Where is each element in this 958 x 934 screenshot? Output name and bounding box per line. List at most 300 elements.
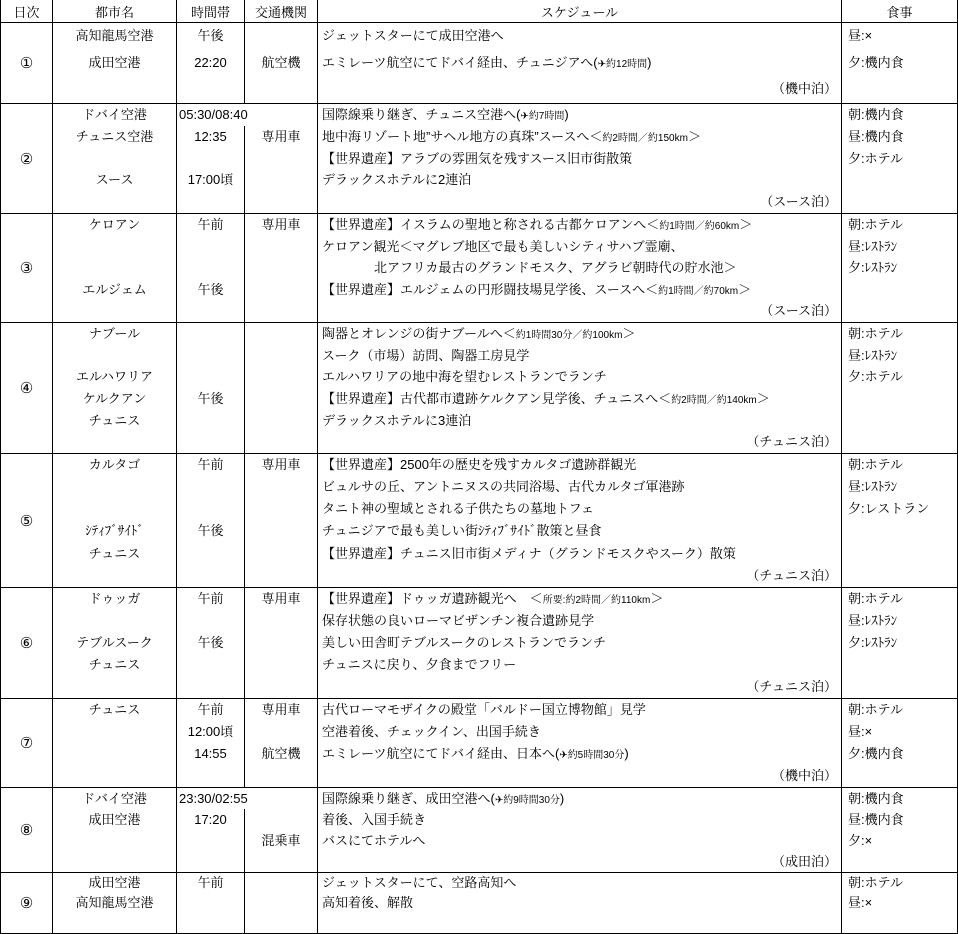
schedule-line bbox=[318, 543, 841, 565]
schedule-text: デラックスホテルに3連泊 bbox=[322, 412, 472, 428]
transport-line bbox=[245, 279, 317, 301]
schedule-text: 約9時間30分 bbox=[503, 795, 560, 806]
transport-line bbox=[245, 388, 317, 410]
schedule-text: 約1時間30分／約100km bbox=[515, 330, 623, 341]
city-line: 高知龍馬空港 bbox=[75, 28, 154, 43]
schedule-line bbox=[318, 765, 841, 787]
schedule-line bbox=[318, 654, 841, 676]
airplane-icon: ✈ bbox=[559, 750, 568, 761]
schedule-text: 高知着後、解散 bbox=[322, 895, 414, 910]
meal-line bbox=[842, 431, 957, 453]
schedule-text: 約2時間／約140km bbox=[671, 394, 757, 406]
day-number: ④ bbox=[19, 380, 34, 397]
schedule-text: 約1時間／約60km bbox=[659, 221, 740, 232]
meal-lines-cell bbox=[842, 873, 958, 933]
schedule-text: 【世界遺産】イスラムの聖地と称される古都ケロアンへ＜ bbox=[322, 217, 660, 232]
city-line: ドゥッガ bbox=[88, 591, 141, 606]
meal-line: 夕:ﾚｽﾄﾗﾝ bbox=[848, 635, 898, 650]
city-lines-cell bbox=[53, 699, 177, 787]
day-cell bbox=[0, 214, 53, 322]
time-line: 12:00頃 bbox=[187, 724, 234, 739]
schedule-text: ＞ bbox=[650, 591, 664, 606]
city-line bbox=[53, 236, 176, 258]
meal-lines-cell bbox=[842, 23, 958, 103]
schedule-line bbox=[318, 323, 841, 345]
time-line: 17:20 bbox=[194, 812, 227, 827]
table-row bbox=[0, 23, 958, 104]
meal-line: 昼:ﾚｽﾄﾗﾝ bbox=[848, 479, 898, 495]
header-meals: 食事 bbox=[842, 0, 958, 22]
schedule-text: 地中海リゾート地”サヘル地方の真珠”スースへ＜ bbox=[322, 128, 603, 144]
city-line: チュニス bbox=[88, 657, 141, 672]
meal-line bbox=[842, 410, 957, 432]
transport-lines-cell bbox=[245, 873, 318, 933]
schedule-text: 約1時間／約70km bbox=[658, 285, 739, 297]
transport-line bbox=[245, 765, 317, 787]
city-line: チュニス bbox=[88, 545, 141, 561]
city-line bbox=[53, 191, 176, 213]
meal-line bbox=[842, 76, 957, 103]
schedule-cell bbox=[318, 588, 842, 698]
schedule-line bbox=[318, 388, 841, 410]
time-line bbox=[177, 76, 244, 103]
city-line: ケルクアン bbox=[82, 390, 147, 406]
header-day: 日次 bbox=[0, 0, 53, 22]
schedule-line bbox=[318, 300, 841, 322]
time-lines-cell bbox=[177, 588, 245, 698]
schedule-line bbox=[318, 873, 841, 893]
schedule-text: 【世界遺産】アラブの雰囲気を残すスース旧市街散策 bbox=[322, 150, 633, 166]
day-cell bbox=[0, 873, 53, 933]
meal-line: 昼:× bbox=[848, 724, 873, 739]
city-line: スース bbox=[95, 172, 134, 188]
city-line bbox=[53, 765, 176, 787]
meal-line: 朝:ホテル bbox=[848, 702, 903, 717]
day-number: ② bbox=[19, 150, 34, 168]
city-line: チュニス空港 bbox=[75, 128, 154, 144]
transport-line: 混乗車 bbox=[261, 833, 301, 848]
table-row bbox=[0, 873, 958, 934]
time-line bbox=[177, 366, 244, 388]
day-number: ⑦ bbox=[19, 735, 34, 752]
schedule-line bbox=[318, 279, 841, 301]
city-line bbox=[53, 743, 176, 765]
time-line bbox=[177, 345, 244, 367]
schedule-line bbox=[318, 610, 841, 632]
time-line bbox=[177, 565, 244, 587]
city-line bbox=[53, 257, 176, 279]
transport-line bbox=[245, 148, 317, 170]
schedule-text: ＞ bbox=[756, 390, 770, 406]
schedule-text: （チュニス泊） bbox=[746, 679, 837, 694]
time-line bbox=[177, 236, 244, 258]
header-transport: 交通機関 bbox=[245, 0, 318, 22]
time-line bbox=[177, 431, 244, 453]
table-row bbox=[0, 454, 958, 588]
schedule-line bbox=[318, 632, 841, 654]
transport-line bbox=[245, 809, 317, 830]
table-row bbox=[0, 104, 958, 214]
schedule-line bbox=[318, 345, 841, 367]
schedule-text: 美しい田舎町テブルスークのレストランでランチ bbox=[322, 635, 607, 650]
transport-lines-cell bbox=[245, 699, 318, 787]
schedule-line bbox=[318, 699, 841, 721]
meal-lines-cell bbox=[842, 788, 958, 872]
transport-lines-cell bbox=[245, 214, 318, 322]
schedule-text: ) bbox=[647, 54, 652, 70]
transport-line: 専用車 bbox=[261, 702, 301, 717]
time-line bbox=[177, 676, 244, 698]
schedule-text: ) bbox=[624, 746, 629, 761]
time-lines-cell bbox=[177, 214, 245, 322]
transport-line bbox=[245, 366, 317, 388]
schedule-text: 【世界遺産】チュニス旧市街メディナ（グランドモスクやスーク）散策 bbox=[322, 545, 736, 561]
schedule-text: デラックスホテルに2連泊 bbox=[322, 172, 472, 188]
schedule-line bbox=[318, 23, 841, 50]
schedule-line bbox=[318, 454, 841, 476]
transport-line bbox=[245, 431, 317, 453]
time-line: 午後 bbox=[197, 28, 224, 43]
meal-line bbox=[842, 169, 957, 191]
time-line: 14:55 bbox=[194, 746, 227, 761]
schedule-line bbox=[318, 476, 841, 498]
meal-line: 夕:ホテル bbox=[848, 369, 903, 385]
time-line bbox=[177, 788, 248, 809]
city-line bbox=[53, 830, 176, 851]
transport-line bbox=[245, 410, 317, 432]
transport-line bbox=[245, 76, 317, 103]
transport-line bbox=[245, 104, 317, 126]
meal-line bbox=[842, 300, 957, 322]
day-number: ① bbox=[19, 55, 34, 72]
city-line bbox=[53, 610, 176, 632]
airplane-icon: ✈ bbox=[494, 795, 504, 806]
day-number: ③ bbox=[19, 260, 34, 277]
table-row bbox=[0, 323, 958, 454]
meal-line bbox=[842, 388, 957, 410]
schedule-text: ) bbox=[564, 107, 569, 122]
city-line: チュニス bbox=[88, 412, 141, 428]
city-line: ドバイ空港 bbox=[82, 791, 147, 806]
schedule-text: 【世界遺産】ドゥッガ遺跡観光へ ＜ bbox=[322, 591, 543, 606]
city-line: 成田空港 bbox=[88, 875, 141, 890]
time-line: 22:20 bbox=[194, 54, 227, 70]
transport-line bbox=[245, 257, 317, 279]
meal-lines-cell bbox=[842, 454, 958, 587]
transport-line bbox=[245, 169, 317, 191]
transport-line bbox=[245, 476, 317, 498]
transport-lines-cell bbox=[245, 454, 318, 587]
schedule-text: （チュニス泊） bbox=[746, 434, 837, 450]
city-line: ｼﾃｨﾌﾞｻｲﾄﾞ bbox=[85, 523, 144, 539]
transport-line bbox=[245, 610, 317, 632]
schedule-text: スーク（市場）訪問、陶器工房見学 bbox=[322, 347, 530, 363]
schedule-text: 着後、入国手続き bbox=[322, 812, 427, 827]
schedule-text: ケロアン観光＜マグレブ地区で最も美しいシティサハブ霊廟、 bbox=[322, 238, 684, 254]
schedule-line bbox=[318, 913, 841, 933]
meal-line bbox=[842, 279, 957, 301]
time-line: 午前 bbox=[197, 875, 224, 890]
schedule-line bbox=[318, 76, 841, 103]
schedule-text: ＞ bbox=[622, 326, 636, 341]
table-row bbox=[0, 214, 958, 323]
schedule-line bbox=[318, 565, 841, 587]
time-line bbox=[177, 893, 244, 913]
transport-line bbox=[245, 913, 317, 933]
schedule-line bbox=[318, 214, 841, 236]
schedule-text: 北アフリカ最古のグランドモスク、アグラビ朝時代の貯水池＞ bbox=[322, 260, 737, 276]
meal-line bbox=[842, 913, 957, 933]
transport-line bbox=[245, 851, 317, 872]
city-lines-cell bbox=[53, 104, 177, 213]
schedule-text: ＞ bbox=[738, 281, 752, 297]
time-lines-cell bbox=[177, 104, 248, 213]
schedule-text: バスにてホテルへ bbox=[322, 833, 426, 848]
schedule-line bbox=[318, 410, 841, 432]
time-line bbox=[177, 543, 244, 565]
meal-line: 朝:ホテル bbox=[848, 457, 903, 472]
meal-line: 昼:ﾚｽﾄﾗﾝ bbox=[848, 613, 898, 628]
time-line bbox=[177, 610, 244, 632]
city-line: 成田空港 bbox=[88, 54, 141, 70]
schedule-line bbox=[318, 126, 841, 148]
schedule-text: 約12時間 bbox=[606, 58, 648, 70]
city-line bbox=[53, 565, 176, 587]
transport-line: 専用車 bbox=[261, 591, 301, 606]
transport-lines-cell bbox=[245, 104, 318, 213]
transport-line bbox=[245, 565, 317, 587]
time-line bbox=[177, 323, 244, 345]
time-line bbox=[177, 913, 244, 933]
transport-line bbox=[245, 191, 317, 213]
schedule-text: エルハワリアの地中海を望むレストランでランチ bbox=[322, 369, 607, 385]
meal-line: 夕:ﾚｽﾄﾗﾝ bbox=[848, 260, 898, 276]
day-number: ⑨ bbox=[19, 895, 34, 912]
schedule-text: （機中泊） bbox=[771, 768, 837, 783]
schedule-line bbox=[318, 830, 841, 851]
city-line bbox=[53, 431, 176, 453]
transport-line bbox=[245, 721, 317, 743]
time-line: 午前 bbox=[197, 217, 224, 232]
meal-line: 夕:機内食 bbox=[848, 746, 904, 761]
schedule-cell bbox=[318, 214, 842, 322]
time-line: 12:35 bbox=[194, 128, 227, 144]
transport-line bbox=[245, 632, 317, 654]
meal-line: 夕:× bbox=[848, 833, 873, 848]
city-line: テブルスーク bbox=[76, 635, 153, 650]
time-line: 午前 bbox=[197, 591, 224, 606]
city-line bbox=[53, 913, 176, 933]
transport-line bbox=[245, 520, 317, 542]
day-number: ⑤ bbox=[19, 512, 34, 530]
day-cell bbox=[0, 588, 53, 698]
schedule-line bbox=[318, 788, 841, 809]
transport-line bbox=[245, 893, 317, 913]
schedule-line bbox=[318, 104, 841, 126]
schedule-text: （チュニス泊） bbox=[746, 567, 837, 583]
schedule-text: ＞ bbox=[739, 217, 753, 232]
header-city: 都市名 bbox=[53, 0, 177, 22]
schedule-line bbox=[318, 851, 841, 872]
schedule-text: 保存状態の良いローマビザンチン複合遺跡見学 bbox=[322, 613, 595, 628]
schedule-text: （成田泊） bbox=[771, 854, 837, 869]
schedule-text: 約7時間 bbox=[528, 111, 565, 122]
meal-lines-cell bbox=[842, 214, 958, 322]
time-line bbox=[177, 851, 244, 872]
transport-lines-cell bbox=[245, 323, 318, 453]
schedule-text: （スース泊） bbox=[760, 303, 837, 319]
time-line bbox=[177, 104, 248, 126]
city-line: カルタゴ bbox=[88, 457, 141, 472]
transport-line: 専用車 bbox=[261, 128, 301, 144]
meal-lines-cell bbox=[842, 323, 958, 453]
time-lines-cell bbox=[177, 454, 245, 587]
meal-lines-cell bbox=[842, 104, 958, 213]
table-row bbox=[0, 788, 958, 873]
schedule-text: ビュルサの丘、アントニヌスの共同浴場、古代カルタゴ軍港跡 bbox=[322, 479, 685, 495]
city-lines-cell bbox=[53, 454, 177, 587]
transport-line bbox=[245, 498, 317, 520]
schedule-text: 約2時間／約150km bbox=[602, 132, 688, 144]
transport-line bbox=[245, 788, 317, 809]
meal-line: 朝:機内食 bbox=[848, 107, 904, 122]
schedule-text: ジェットスターにて成田空港へ bbox=[322, 28, 504, 43]
time-lines-cell bbox=[177, 323, 245, 453]
city-line bbox=[53, 148, 176, 170]
day-cell bbox=[0, 454, 53, 587]
transport-line bbox=[245, 23, 317, 50]
schedule-text: 国際線乗り継ぎ、成田空港へ( bbox=[322, 791, 495, 806]
time-line bbox=[177, 191, 244, 213]
schedule-text: 約5時間30分 bbox=[567, 750, 625, 761]
schedule-text: エミレーツ航空にてドバイ経由、チュニジアへ( bbox=[322, 54, 598, 70]
schedule-cell bbox=[318, 788, 842, 872]
table-body bbox=[0, 23, 958, 934]
city-line bbox=[53, 676, 176, 698]
day-number: ⑥ bbox=[19, 635, 34, 652]
meal-line bbox=[842, 765, 957, 787]
header-time: 時間帯 bbox=[177, 0, 245, 22]
schedule-line bbox=[318, 520, 841, 542]
schedule-line bbox=[318, 50, 841, 77]
meal-line: 夕:レストラン bbox=[848, 501, 930, 517]
transport-line: 航空機 bbox=[261, 746, 301, 761]
meal-line bbox=[842, 851, 957, 872]
meal-line: 昼:× bbox=[848, 28, 873, 43]
time-line bbox=[177, 410, 244, 432]
time-line bbox=[177, 148, 244, 170]
city-lines-cell bbox=[53, 23, 177, 103]
city-line: 高知龍馬空港 bbox=[75, 895, 154, 910]
schedule-text: ) bbox=[559, 791, 565, 806]
meal-line: 朝:ホテル bbox=[848, 591, 903, 606]
meal-line: 朝:ホテル bbox=[848, 326, 903, 341]
schedule-text: 所要:約2時間／約110km bbox=[542, 595, 651, 606]
day-cell bbox=[0, 23, 53, 103]
schedule-text: エミレーツ航空にてドバイ経由、日本へ( bbox=[322, 746, 560, 761]
meal-line: 昼:ﾚｽﾄﾗﾝ bbox=[848, 347, 898, 363]
day-cell bbox=[0, 699, 53, 787]
meal-line: 夕:ホテル bbox=[848, 150, 903, 166]
transport-line bbox=[245, 345, 317, 367]
schedule-cell bbox=[318, 23, 842, 103]
time-line bbox=[177, 476, 244, 498]
time-line bbox=[177, 830, 244, 851]
schedule-cell bbox=[318, 323, 842, 453]
schedule-text: （機中泊） bbox=[771, 81, 837, 97]
city-line bbox=[53, 851, 176, 872]
meal-line bbox=[842, 676, 957, 698]
schedule-line bbox=[318, 148, 841, 170]
time-lines-cell bbox=[177, 23, 245, 103]
city-line bbox=[53, 498, 176, 520]
meal-line: 昼:機内食 bbox=[848, 812, 904, 827]
schedule-text: 空港着後、チェックイン、出国手続き bbox=[322, 724, 541, 739]
schedule-text: チュニジアで最も美しい街ｼﾃｨﾌﾞｻｲﾄﾞ散策と昼食 bbox=[322, 523, 602, 539]
time-line: 17:00頃 bbox=[187, 172, 234, 188]
transport-line bbox=[245, 654, 317, 676]
schedule-line bbox=[318, 676, 841, 698]
schedule-text: 陶器とオレンジの街ナブールへ＜ bbox=[322, 326, 516, 341]
overflow-time-text: 05:30/08:40 bbox=[177, 104, 250, 126]
time-line: 午後 bbox=[197, 635, 224, 650]
day-number: ⑧ bbox=[19, 822, 34, 839]
schedule-line bbox=[318, 498, 841, 520]
meal-line: 昼:× bbox=[848, 895, 873, 910]
meal-line bbox=[842, 520, 957, 542]
table-row bbox=[0, 588, 958, 699]
schedule-line bbox=[318, 893, 841, 913]
city-line bbox=[53, 721, 176, 743]
meal-line bbox=[842, 654, 957, 676]
transport-line bbox=[245, 543, 317, 565]
time-line bbox=[177, 300, 244, 322]
meal-line: 朝:機内食 bbox=[848, 791, 904, 806]
schedule-text: ＞ bbox=[687, 128, 701, 144]
schedule-text: 【世界遺産】エルジェムの円形闘技場見学後、スースへ＜ bbox=[322, 281, 659, 297]
schedule-line bbox=[318, 191, 841, 213]
time-line bbox=[177, 765, 244, 787]
city-line: チュニス bbox=[88, 702, 141, 717]
time-lines-cell bbox=[177, 788, 248, 872]
header-row bbox=[0, 0, 958, 23]
city-lines-cell bbox=[53, 873, 177, 933]
schedule-line bbox=[318, 236, 841, 258]
meal-line: 昼:ﾚｽﾄﾗﾝ bbox=[848, 238, 898, 254]
time-line bbox=[177, 654, 244, 676]
meal-line: 朝:ホテル bbox=[848, 875, 903, 890]
city-line: 成田空港 bbox=[88, 812, 141, 827]
transport-line: 専用車 bbox=[261, 217, 301, 232]
meal-lines-cell bbox=[842, 588, 958, 698]
meal-line: 昼:機内食 bbox=[848, 128, 904, 144]
schedule-text: タニト神の聖域とされる子供たちの墓地トフェ bbox=[322, 501, 594, 517]
meal-lines-cell bbox=[842, 699, 958, 787]
meal-line: 夕:機内食 bbox=[848, 54, 904, 70]
time-line: 午後 bbox=[197, 281, 224, 297]
schedule-line bbox=[318, 366, 841, 388]
transport-lines-cell bbox=[245, 588, 318, 698]
time-lines-cell bbox=[177, 873, 245, 933]
transport-line: 航空機 bbox=[261, 54, 301, 70]
schedule-text: 【世界遺産】古代都市遺跡ケルクアン見学後、チュニスへ＜ bbox=[322, 390, 672, 406]
day-cell bbox=[0, 323, 53, 453]
schedule-line bbox=[318, 588, 841, 610]
header-schedule: スケジュール bbox=[318, 0, 842, 22]
schedule-text: チュニスに戻り、夕食までフリー bbox=[322, 657, 517, 672]
city-line bbox=[53, 345, 176, 367]
schedule-line bbox=[318, 721, 841, 743]
